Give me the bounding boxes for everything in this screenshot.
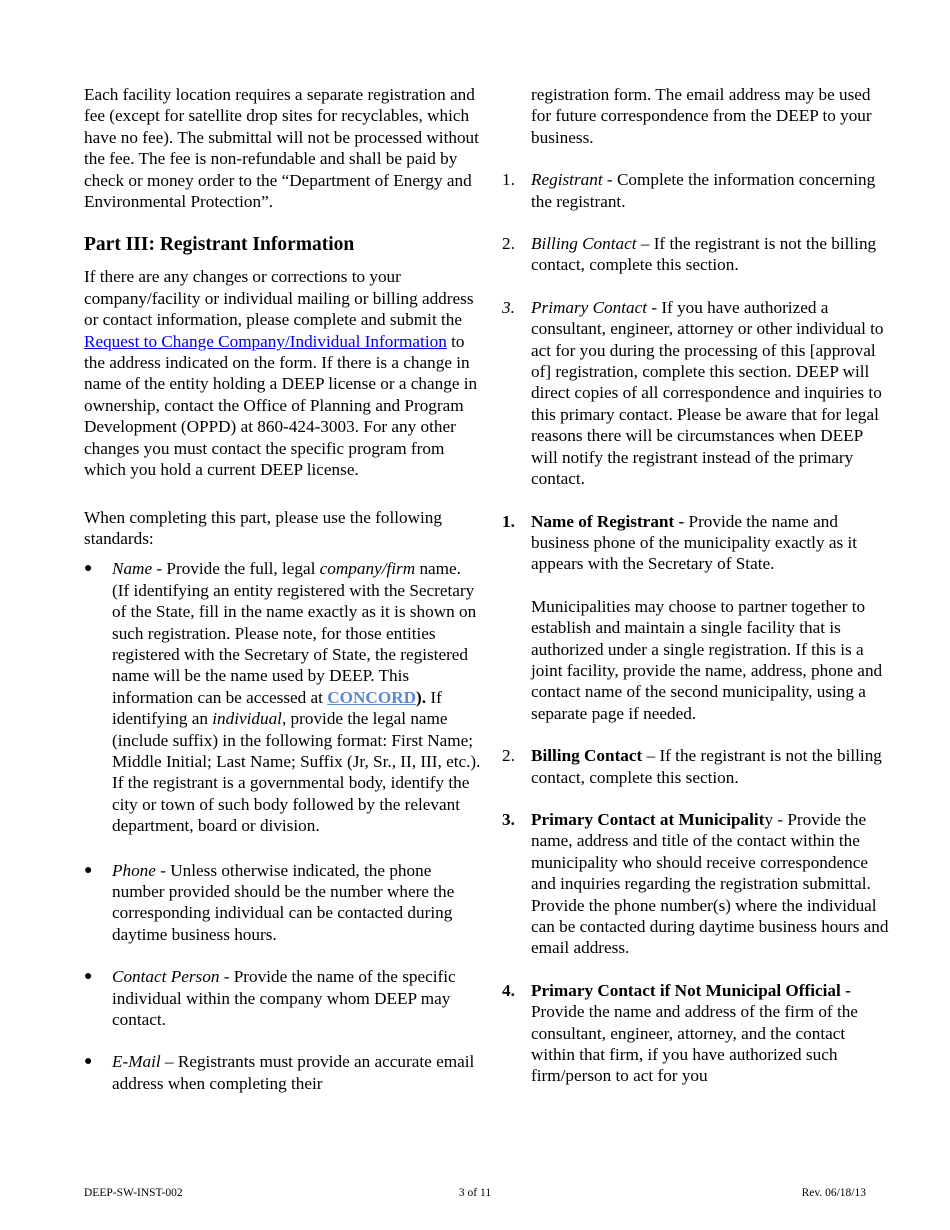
bullet-icon: ● [84,862,93,878]
changes-paragraph [84,266,482,480]
list-text: – If the registrant is not the billing contact, complete this section. [531,746,882,787]
bullet-icon: ● [84,561,93,577]
list-term: Billing Contact [531,234,637,254]
bullet-term: Name [112,559,153,579]
list-term: Registrant [531,170,603,190]
bullet-term: Phone [112,860,156,880]
email-continuation: registration form. The email address may be used for future correspondence from the DEEP to your business. [531,85,872,147]
bullet-text: ). [416,687,431,707]
list-number: 2. [502,746,515,766]
list-number: 4. [502,980,515,1000]
list-term-tail: y [764,809,774,829]
italic-list-item-primary-contact [502,297,890,490]
page-number: 3 of 11 [458,1187,492,1199]
bullet-text: name. (If identifying an entity registered with the Secretary of the State, fill in the name exactly as it is shown on such registration. Please note, for those entities registered with the Secretary of State, the registered name will be the name used by DEEP. This information can be accessed at [112,559,477,707]
italic-list-item-registrant [502,169,890,212]
list-number: 2. [502,234,515,254]
bullet-text: If identifying an [112,687,442,729]
bullet-italic-text: individual [212,709,282,729]
joint-facility-paragraph: Municipalities may choose to partner together to establish and maintain a single facility that is authorized under a single registration. If this is a joint facility, provide the name, address, phone and contact name of the second municipality, using a separate page if needed. [531,596,883,723]
left-column [84,84,482,1115]
list-term: Primary Contact at Municipalit [531,809,765,829]
bold-list-item-primary-contact-municipality [502,809,890,959]
list-text: - If you have authorized a consultant, engineer, attorney or other individual to act for you during the processing of this [approval of] registration, complete this section. DEEP will direct copies of all correspondence and inquiries to this primary contact. Please be aware that for legal reasons there will be circumstances when DEEP will notify the registrant instead of the primary contact. [531,297,884,489]
bold-list-item-primary-contact-not-official [502,980,890,1087]
bullet-italic-text: company/firm [319,559,416,579]
list-term: Name of Registrant - [531,511,685,531]
list-number: 1. [502,170,515,190]
bullet-text: - Provide the full, legal [152,559,320,579]
bullet-term: Contact Person [112,967,220,987]
list-term: Primary Contact [531,297,648,317]
list-text: – If the registrant is not the billing contact, complete this section. [531,234,877,275]
right-column [502,84,890,1108]
bullet-name [84,558,482,836]
section-heading: Part III: Registrant Information [84,234,355,256]
list-text: - Complete the information concerning the registrant. [531,170,876,211]
bullet-term: E-Mail [112,1052,161,1072]
bullet-text: - Provide the name of the specific individual within the company whom DEEP may contact. [112,967,456,1030]
bold-list-item-name-of-registrant [502,511,890,725]
changes-text-before: If there are any changes or corrections to your company/facility or individual mailing or billing address or contact information, please complete and submit the [84,267,474,330]
bullet-phone [84,860,482,946]
list-term: Billing Contact [531,746,643,766]
bold-list-item-billing-contact [502,745,890,788]
bullet-icon: ● [84,1054,93,1070]
list-number: 1. [502,511,515,531]
concord-link[interactable]: CONCORD [327,687,417,707]
bullet-icon: ● [84,969,93,985]
standards-intro: When completing this part, please use the following standards: [84,507,442,548]
list-number: 3. [502,809,515,829]
italic-list-item-billing-contact [502,233,890,276]
fee-intro-paragraph: Each facility location requires a separate registration and fee (except for satellite drop sites for recyclables, which have no fee). The submittal will not be processed without the fee. The fee is non-refundable and shall be paid by check or money order to the “Department of Energy and Environmental Protection”. [84,85,479,212]
list-text: Provide the name and business phone of the municipality exactly as it appears with the Secretary of State. [531,511,858,574]
revision-date: Rev. 06/18/13 [801,1187,866,1199]
list-number: 3. [502,297,515,317]
bullet-text: - Unless otherwise indicated, the phone number provided should be the number where the corresponding individual can be contacted during daytime business hours. [112,860,455,944]
list-text: - Provide the name, address and title of the contact within the municipality who should receive correspondence and inquiries regarding the registration submittal. Provide the phone number(s) where the individual can be contacted during daytime business hours and email address. [531,809,889,958]
list-term: Primary Contact if Not Municipal Official - [531,980,851,1000]
bullet-contact-person [84,966,482,1030]
bullet-email [84,1051,482,1094]
changes-text-after: to the address indicated on the form. If there is a change in name of the entity holding a DEEP license or a change in ownership, contact the Office of Planning and Program Development (OPPD) at 860-424-3003. For any other changes you must contact the specific program from which you hold a current DEEP license. [84,331,478,480]
request-to-change-link[interactable]: Request to Change Company/Individual Information [84,331,447,351]
bullet-text: , provide the legal name (include suffix) in the following format: First Name; Middle Initial; Last Name; Suffix (Jr, Sr., II, III, etc.). If the registrant is a governmental body, identify the city or town of such body followed by the relevant department, board or division. [112,709,481,836]
bullet-text: – Registrants must provide an accurate email address when completing their [112,1052,475,1093]
list-text: Provide the name and address of the firm of the consultant, engineer, attorney, and the contact within that firm, if you have authorized such firm/person to act for you [531,1002,858,1086]
document-id: DEEP-SW-INST-002 [84,1187,183,1199]
